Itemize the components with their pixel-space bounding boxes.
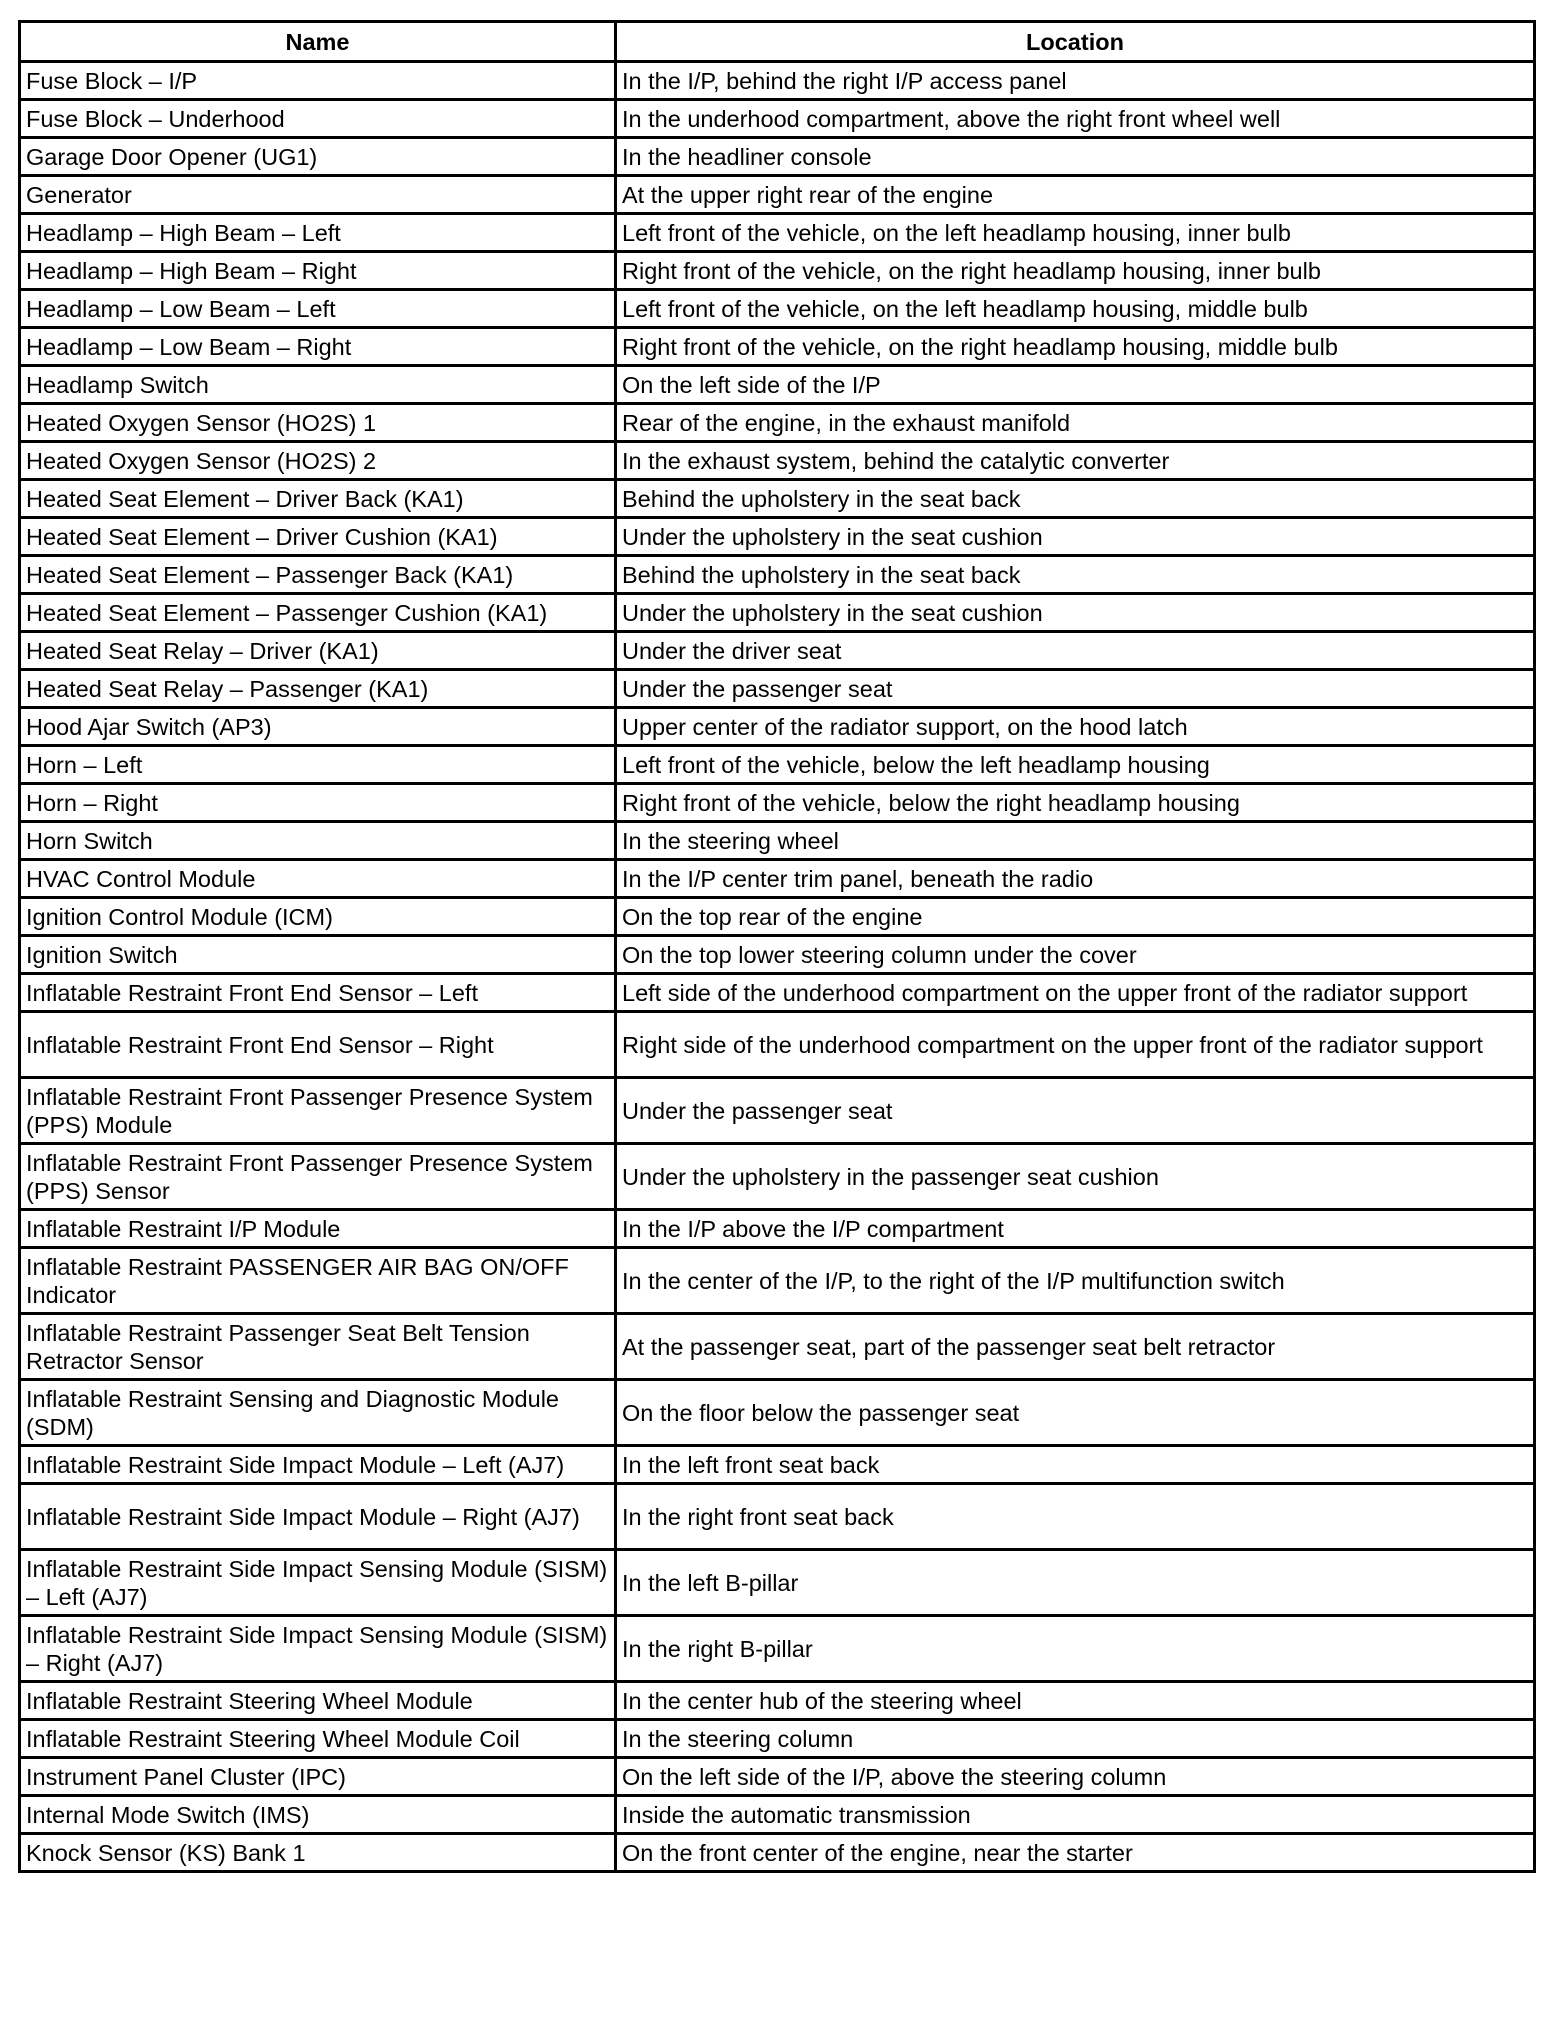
table-header-row <box>20 22 1535 62</box>
cell-location: In the steering column <box>616 1720 1535 1758</box>
table-row <box>20 176 1535 214</box>
cell-name: Garage Door Opener (UG1) <box>20 138 616 176</box>
cell-name: Horn – Left <box>20 746 616 784</box>
cell-name: Fuse Block – I/P <box>20 62 616 100</box>
cell-location: Under the passenger seat <box>616 670 1535 708</box>
cell-location: Under the upholstery in the seat cushion <box>616 594 1535 632</box>
cell-name: Heated Seat Element – Passenger Back (KA1) <box>20 556 616 594</box>
table-row <box>20 632 1535 670</box>
table-row <box>20 252 1535 290</box>
cell-location: Right front of the vehicle, on the right headlamp housing, middle bulb <box>616 328 1535 366</box>
cell-location: In the I/P center trim panel, beneath the radio <box>616 860 1535 898</box>
table-row <box>20 1484 1535 1550</box>
cell-name: Heated Seat Element – Driver Back (KA1) <box>20 480 616 518</box>
cell-name: Fuse Block – Underhood <box>20 100 616 138</box>
table-row <box>20 404 1535 442</box>
cell-location: Under the driver seat <box>616 632 1535 670</box>
cell-name: Inflatable Restraint Front End Sensor – Left <box>20 974 616 1012</box>
cell-name: Inflatable Restraint Front Passenger Presence System (PPS) Module <box>20 1078 616 1144</box>
table-row <box>20 442 1535 480</box>
cell-location: Rear of the engine, in the exhaust manifold <box>616 404 1535 442</box>
cell-location: Left side of the underhood compartment on the upper front of the radiator support <box>616 974 1535 1012</box>
table-row <box>20 708 1535 746</box>
cell-name: Inflatable Restraint PASSENGER AIR BAG ON/OFF Indicator <box>20 1248 616 1314</box>
table-row <box>20 100 1535 138</box>
table-body <box>20 62 1535 1872</box>
table-row <box>20 746 1535 784</box>
cell-name: Ignition Switch <box>20 936 616 974</box>
cell-name: Inflatable Restraint Front End Sensor – Right <box>20 1012 616 1078</box>
cell-location: On the top lower steering column under the cover <box>616 936 1535 974</box>
table-row <box>20 1446 1535 1484</box>
table-row <box>20 1796 1535 1834</box>
cell-location: Behind the upholstery in the seat back <box>616 480 1535 518</box>
cell-name: Inflatable Restraint I/P Module <box>20 1210 616 1248</box>
cell-location: On the left side of the I/P <box>616 366 1535 404</box>
table-row <box>20 822 1535 860</box>
table-row <box>20 1012 1535 1078</box>
cell-location: In the I/P above the I/P compartment <box>616 1210 1535 1248</box>
header-location: Location <box>616 22 1535 62</box>
cell-location: On the floor below the passenger seat <box>616 1380 1535 1446</box>
table-row <box>20 936 1535 974</box>
cell-name: Heated Seat Relay – Driver (KA1) <box>20 632 616 670</box>
cell-name: Inflatable Restraint Steering Wheel Module <box>20 1682 616 1720</box>
cell-name: Headlamp Switch <box>20 366 616 404</box>
cell-location: Under the upholstery in the seat cushion <box>616 518 1535 556</box>
table-row <box>20 1314 1535 1380</box>
cell-location: Under the upholstery in the passenger seat cushion <box>616 1144 1535 1210</box>
cell-name: Heated Seat Element – Passenger Cushion (KA1) <box>20 594 616 632</box>
cell-name: Inflatable Restraint Side Impact Module – Left (AJ7) <box>20 1446 616 1484</box>
table-row <box>20 974 1535 1012</box>
cell-location: In the headliner console <box>616 138 1535 176</box>
cell-name: Heated Seat Element – Driver Cushion (KA1) <box>20 518 616 556</box>
cell-name: Headlamp – Low Beam – Left <box>20 290 616 328</box>
component-location-table <box>18 20 1536 1873</box>
cell-name: Inflatable Restraint Steering Wheel Module Coil <box>20 1720 616 1758</box>
table-row <box>20 62 1535 100</box>
cell-name: Generator <box>20 176 616 214</box>
cell-location: At the upper right rear of the engine <box>616 176 1535 214</box>
cell-name: Instrument Panel Cluster (IPC) <box>20 1758 616 1796</box>
table-row <box>20 328 1535 366</box>
cell-name: HVAC Control Module <box>20 860 616 898</box>
table-row <box>20 138 1535 176</box>
cell-name: Internal Mode Switch (IMS) <box>20 1796 616 1834</box>
table-row <box>20 860 1535 898</box>
cell-location: Inside the automatic transmission <box>616 1796 1535 1834</box>
cell-location: In the center hub of the steering wheel <box>616 1682 1535 1720</box>
table-row <box>20 670 1535 708</box>
cell-name: Heated Seat Relay – Passenger (KA1) <box>20 670 616 708</box>
component-location-table-container <box>18 20 1533 1873</box>
table-row <box>20 1758 1535 1796</box>
table-row <box>20 1682 1535 1720</box>
cell-location: In the right front seat back <box>616 1484 1535 1550</box>
table-row <box>20 784 1535 822</box>
table-row <box>20 1210 1535 1248</box>
table-row <box>20 1550 1535 1616</box>
cell-location: Under the passenger seat <box>616 1078 1535 1144</box>
table-row <box>20 1248 1535 1314</box>
cell-name: Inflatable Restraint Side Impact Module – Right (AJ7) <box>20 1484 616 1550</box>
cell-location: In the underhood compartment, above the right front wheel well <box>616 100 1535 138</box>
cell-name: Headlamp – High Beam – Left <box>20 214 616 252</box>
cell-location: Left front of the vehicle, below the left headlamp housing <box>616 746 1535 784</box>
cell-location: Right front of the vehicle, below the right headlamp housing <box>616 784 1535 822</box>
table-row <box>20 556 1535 594</box>
cell-location: At the passenger seat, part of the passenger seat belt retractor <box>616 1314 1535 1380</box>
cell-location: On the front center of the engine, near the starter <box>616 1834 1535 1872</box>
cell-location: Behind the upholstery in the seat back <box>616 556 1535 594</box>
table-row <box>20 366 1535 404</box>
cell-location: In the left front seat back <box>616 1446 1535 1484</box>
cell-location: Left front of the vehicle, on the left headlamp housing, middle bulb <box>616 290 1535 328</box>
cell-name: Hood Ajar Switch (AP3) <box>20 708 616 746</box>
table-row <box>20 290 1535 328</box>
table-row <box>20 1078 1535 1144</box>
cell-location: In the center of the I/P, to the right of the I/P multifunction switch <box>616 1248 1535 1314</box>
table-row <box>20 1720 1535 1758</box>
cell-location: On the top rear of the engine <box>616 898 1535 936</box>
cell-name: Ignition Control Module (ICM) <box>20 898 616 936</box>
cell-name: Horn Switch <box>20 822 616 860</box>
cell-name: Knock Sensor (KS) Bank 1 <box>20 1834 616 1872</box>
cell-name: Inflatable Restraint Side Impact Sensing Module (SISM) – Left (AJ7) <box>20 1550 616 1616</box>
cell-location: Right side of the underhood compartment on the upper front of the radiator support <box>616 1012 1535 1078</box>
table-row <box>20 898 1535 936</box>
cell-name: Heated Oxygen Sensor (HO2S) 1 <box>20 404 616 442</box>
cell-name: Inflatable Restraint Passenger Seat Belt Tension Retractor Sensor <box>20 1314 616 1380</box>
cell-location: In the steering wheel <box>616 822 1535 860</box>
cell-name: Inflatable Restraint Front Passenger Presence System (PPS) Sensor <box>20 1144 616 1210</box>
table-row <box>20 214 1535 252</box>
cell-location: Right front of the vehicle, on the right headlamp housing, inner bulb <box>616 252 1535 290</box>
table-row <box>20 480 1535 518</box>
cell-location: In the right B-pillar <box>616 1616 1535 1682</box>
cell-name: Horn – Right <box>20 784 616 822</box>
cell-name: Headlamp – High Beam – Right <box>20 252 616 290</box>
header-name: Name <box>20 22 616 62</box>
table-row <box>20 518 1535 556</box>
cell-name: Inflatable Restraint Side Impact Sensing Module (SISM) – Right (AJ7) <box>20 1616 616 1682</box>
table-row <box>20 594 1535 632</box>
cell-location: On the left side of the I/P, above the steering column <box>616 1758 1535 1796</box>
cell-location: In the I/P, behind the right I/P access panel <box>616 62 1535 100</box>
cell-name: Inflatable Restraint Sensing and Diagnostic Module (SDM) <box>20 1380 616 1446</box>
table-row <box>20 1144 1535 1210</box>
cell-location: In the left B-pillar <box>616 1550 1535 1616</box>
cell-name: Headlamp – Low Beam – Right <box>20 328 616 366</box>
table-row <box>20 1834 1535 1872</box>
cell-location: In the exhaust system, behind the catalytic converter <box>616 442 1535 480</box>
table-row <box>20 1380 1535 1446</box>
cell-location: Left front of the vehicle, on the left headlamp housing, inner bulb <box>616 214 1535 252</box>
cell-location: Upper center of the radiator support, on the hood latch <box>616 708 1535 746</box>
table-row <box>20 1616 1535 1682</box>
cell-name: Heated Oxygen Sensor (HO2S) 2 <box>20 442 616 480</box>
